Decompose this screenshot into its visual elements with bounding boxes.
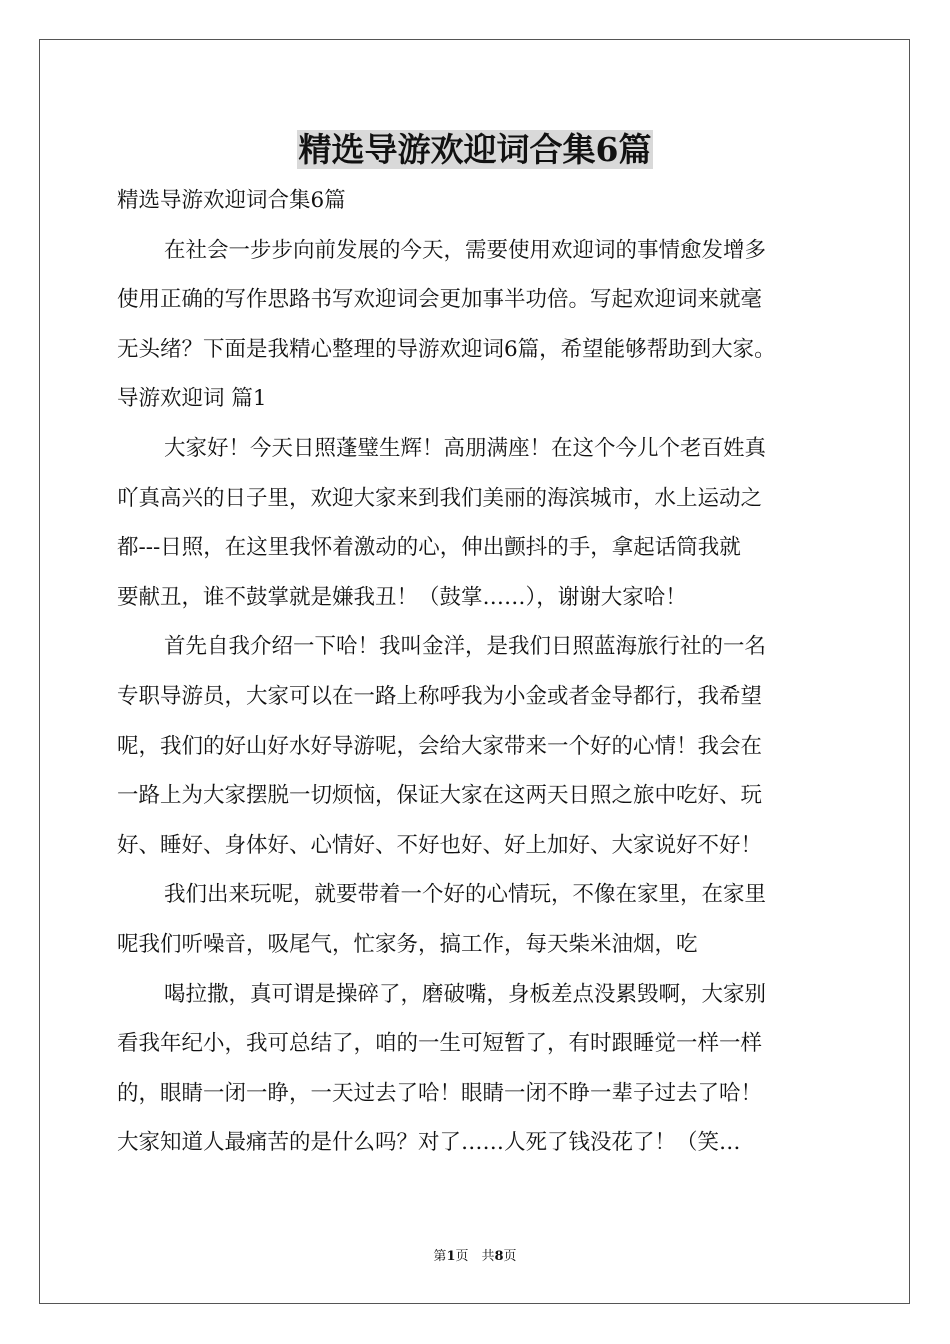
paragraph-3-line-2: 呢我们听噪音，吸尾气，忙家务，搞工作，每天柴米油烟，吃 — [117, 931, 698, 957]
doc-subtitle: 精选导游欢迎词合集6篇 — [117, 188, 346, 213]
intro-line-2: 使用正确的写作思路书写欢迎词会更加事半功倍。写起欢迎词来就毫 — [117, 287, 763, 313]
paragraph-2-line-1: 首先自我介绍一下哈！我叫金洋，是我们日照蓝海旅行社的一名 — [164, 634, 767, 660]
paragraph-1-line-2: 吖真高兴的日子里，欢迎大家来到我们美丽的海滨城市，水上运动之 — [117, 485, 763, 511]
page-mid: 页 共 — [455, 1249, 495, 1264]
document-title-text: 精选导游欢迎词合集6篇 — [298, 130, 652, 169]
page-prefix: 第 — [433, 1249, 447, 1264]
document-body — [117, 176, 837, 1168]
page-footer — [0, 1248, 950, 1266]
document-title — [0, 128, 950, 172]
paragraph-1-line-4: 要献丑，谁不鼓掌就是嫌我丑！（鼓掌……），谢谢大家哈！ — [117, 584, 687, 610]
paragraph-3-line-1: 我们出来玩呢，就要带着一个好的心情玩，不像在家里，在家里 — [164, 882, 767, 908]
paragraph-2-line-2: 专职导游员，大家可以在一路上称呼我为小金或者金导都行，我希望 — [117, 683, 763, 709]
paragraph-2-line-4: 一路上为大家摆脱一切烦恼，保证大家在这两天日照之旅中吃好、玩 — [117, 783, 763, 809]
paragraph-1-line-3: 都---日照，在这里我怀着激动的心，伸出颤抖的手，拿起话筒我就 — [117, 535, 741, 561]
current-page-number: 1 — [446, 1249, 456, 1264]
paragraph-2-line-5: 好、睡好、身体好、心情好、不好也好、好上加好、大家说好不好！ — [117, 832, 763, 858]
paragraph-4-line-4: 大家知道人最痛苦的是什么吗？对了……人死了钱没花了！（笑… — [117, 1130, 741, 1156]
paragraph-4-line-2: 看我年纪小，我可总结了，咱的一生可短暂了，有时跟睡觉一样一样 — [117, 1031, 763, 1057]
paragraph-1-line-1: 大家好！今天日照蓬璧生辉！高朋满座！在这个今儿个老百姓真 — [164, 435, 767, 461]
paragraph-2-line-3: 呢，我们的好山好水好导游呢，会给大家带来一个好的心情！我会在 — [117, 733, 763, 759]
paragraph-4-line-3: 的，眼睛一闭一睁，一天过去了哈！眼睛一闭不睁一辈子过去了哈！ — [117, 1080, 763, 1106]
paragraph-4-line-1: 喝拉撒，真可谓是操碎了，磨破嘴，身板差点没累毁啊，大家别 — [164, 981, 767, 1007]
intro-line-3: 无头绪？下面是我精心整理的导游欢迎词6篇，希望能够帮助到大家。 — [117, 336, 776, 362]
page-suffix: 页 — [503, 1249, 517, 1264]
total-page-number: 8 — [494, 1249, 504, 1264]
intro-line-1: 在社会一步步向前发展的今天，需要使用欢迎词的事情愈发增多 — [164, 237, 767, 263]
section-heading: 导游欢迎词 篇1 — [117, 386, 267, 412]
